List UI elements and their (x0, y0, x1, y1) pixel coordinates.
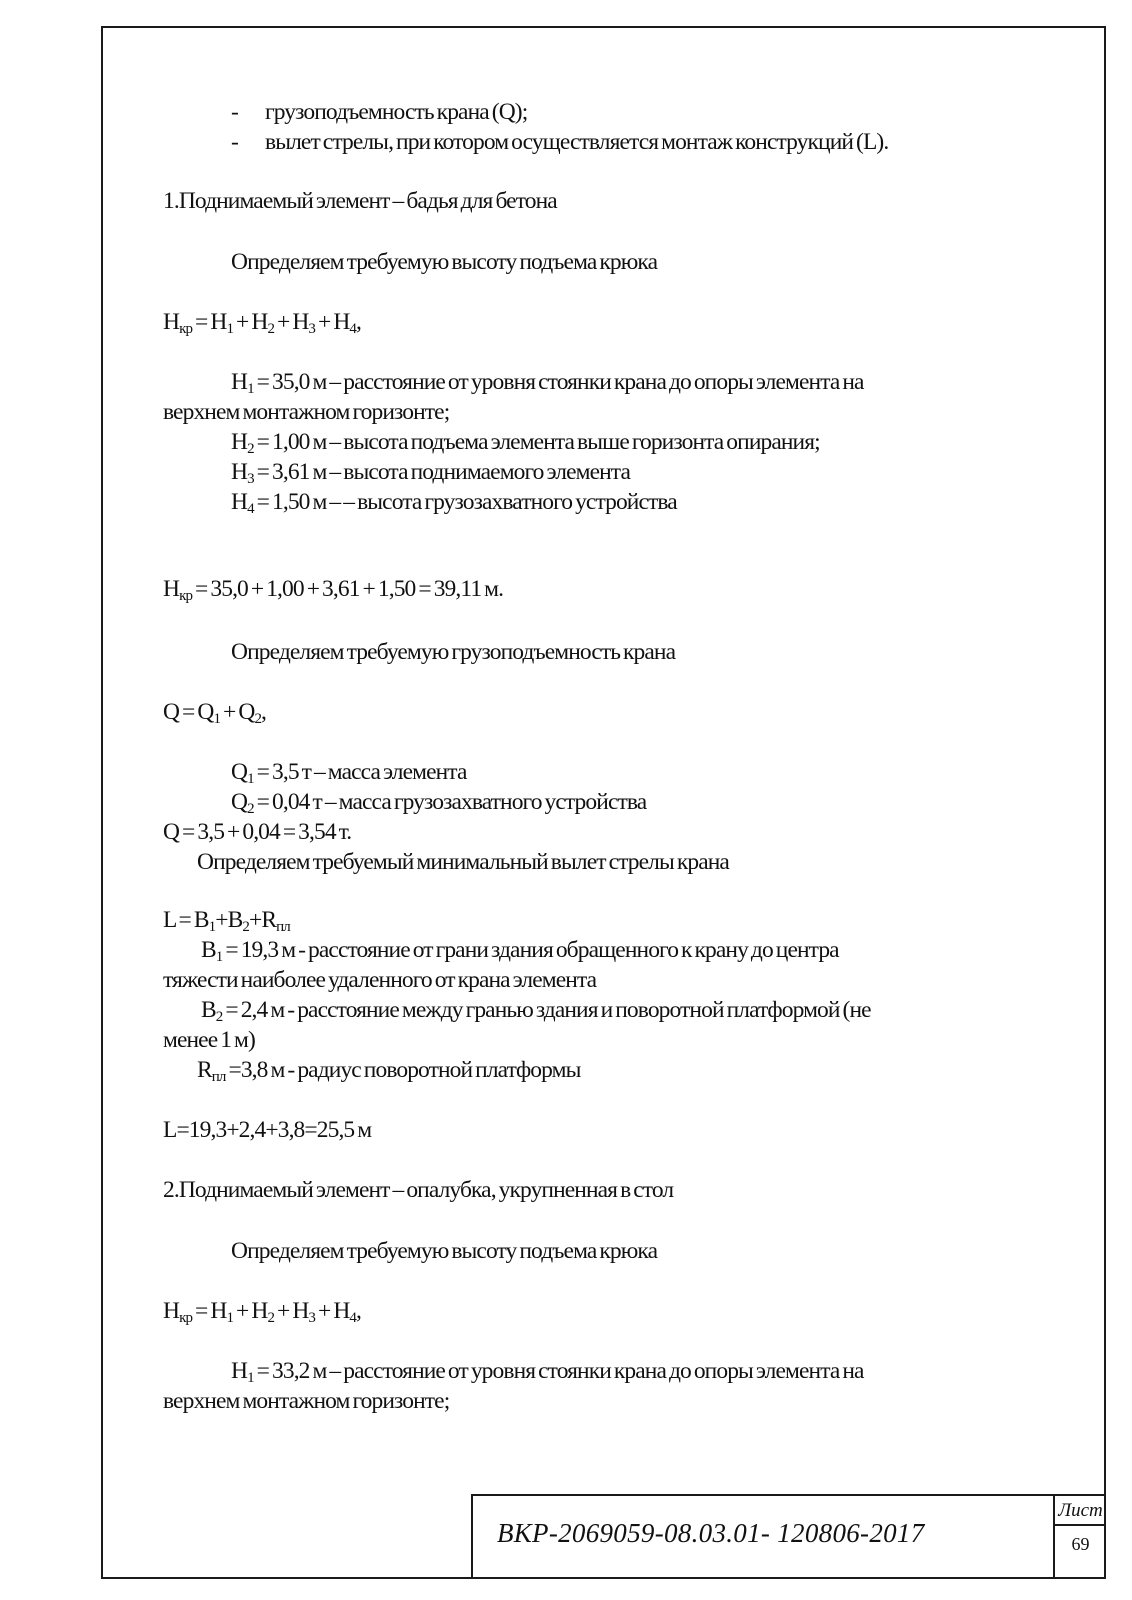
text-line (231, 97, 527, 127)
subscript: кр (179, 588, 193, 604)
subscript: 1 (226, 1310, 234, 1326)
text-run: L = B (163, 907, 209, 933)
bullet-dash: - (231, 129, 238, 155)
subscript: 2 (267, 1310, 275, 1326)
subscript: пл (211, 1069, 226, 1085)
text-line (231, 247, 657, 277)
text-run: = 35,0 м – расстояние от уровня стоянки крана до опоры элемента на (253, 369, 864, 395)
text-run: H (163, 1298, 180, 1324)
text-line (231, 1236, 657, 1266)
title-block (471, 1494, 1106, 1579)
text-line (163, 817, 351, 847)
subscript: 1 (226, 321, 234, 337)
text-run: H (231, 429, 248, 455)
text-line (163, 397, 449, 427)
text-line (231, 1356, 864, 1386)
text-run: тяжести наиболее удаленного от крана элемента (163, 967, 597, 993)
text-line (231, 637, 675, 667)
text-run: = 3,61 м – высота поднимаемого элемента (253, 459, 630, 485)
text-run: L=19,3+2,4+3,8=25,5 м (163, 1117, 372, 1143)
subscript: 2 (254, 711, 262, 727)
text-line (163, 574, 503, 604)
text-line (231, 487, 677, 517)
subscript: пл (276, 919, 290, 935)
subscript: 3 (247, 471, 254, 487)
text-line (231, 757, 467, 787)
text-run: , (356, 309, 361, 335)
text-line (231, 457, 630, 487)
text-run: +R (249, 907, 277, 933)
subscript: 2 (267, 321, 275, 337)
subscript: 4 (247, 501, 254, 517)
text-line (231, 127, 888, 157)
text-run: H (231, 1358, 248, 1384)
text-run: Определяем требуемую высоту подъема крюка (231, 1238, 658, 1264)
text-run: Определяем требуемую грузоподъемность крана (231, 639, 676, 665)
text-line (163, 1115, 371, 1145)
subscript: 1 (247, 381, 254, 397)
text-line (231, 787, 646, 817)
text-run: менее 1 м) (163, 1027, 255, 1053)
text-line (163, 307, 361, 337)
text-run: Q (231, 759, 248, 785)
subscript: 1 (213, 711, 221, 727)
text-line (163, 1296, 361, 1326)
text-run: верхнем монтажном горизонте; (163, 399, 450, 425)
text-run: 1.Поднимаемый элемент – бадья для бетона (163, 188, 557, 214)
bullet-dash: - (231, 99, 238, 125)
text-line (231, 427, 820, 457)
text-line (163, 1025, 255, 1055)
subscript: 2 (215, 1009, 223, 1025)
text-run: = 2,4 м - расстояние между гранью здания и поворотной платформой (не (222, 997, 871, 1023)
text-run: B (201, 937, 216, 963)
text-line (201, 935, 839, 965)
subscript: 2 (247, 801, 254, 817)
text-line (163, 697, 266, 727)
subscript: 4 (349, 321, 357, 337)
text-run: , (261, 699, 267, 725)
subscript: 1 (247, 771, 254, 787)
text-run: верхнем монтажном горизонте; (163, 1388, 450, 1414)
text-run: H (231, 369, 248, 395)
text-run: = 35,0 + 1,00 + 3,61 + 1,50 = 39,11 м. (192, 576, 504, 602)
text-run: + H (233, 309, 268, 335)
text-run: Определяем требуемую высоту подъема крюка (231, 249, 658, 275)
text-run: Определяем требуемый минимальный вылет стрелы крана (197, 849, 729, 875)
text-run: = 19,3 м - расстояние от грани здания обращенного к крану до центра (222, 937, 839, 963)
subscript: 3 (308, 1310, 316, 1326)
text-run: B (201, 997, 216, 1023)
text-run: H (231, 459, 248, 485)
subscript: 1 (215, 949, 223, 965)
text-run: = 33,2 м – расстояние от уровня стоянки крана до опоры элемента на (253, 1358, 864, 1384)
text-run: +B (215, 907, 243, 933)
text-run: H (163, 576, 180, 602)
subscript: кр (179, 1310, 193, 1326)
text-run: , (356, 1298, 361, 1324)
subscript: 2 (242, 919, 250, 935)
sheet-number: 69 (1071, 1534, 1090, 1554)
subscript: 1 (208, 919, 216, 935)
text-line (197, 847, 729, 877)
text-run: грузоподъемность крана (Q); (265, 99, 528, 125)
text-line (163, 186, 557, 216)
subscript: 4 (349, 1310, 357, 1326)
text-line (163, 1386, 449, 1416)
text-line (197, 1055, 580, 1085)
text-run: = 0,04 т – масса грузозахватного устройства (253, 789, 647, 815)
text-run: + H (315, 309, 350, 335)
text-run: + H (274, 309, 309, 335)
text-run: H (231, 489, 248, 515)
text-run: Q = 3,5 + 0,04 = 3,54 т. (163, 819, 352, 845)
sheet-box (1053, 1496, 1106, 1579)
text-run: =3,8 м - радиус поворотной платформы (225, 1057, 581, 1083)
text-run: Q = Q (163, 699, 214, 725)
text-run: + H (233, 1298, 268, 1324)
sheet-label: Лист (1055, 1498, 1106, 1526)
text-run: = H (192, 309, 227, 335)
text-line (231, 367, 864, 397)
text-run: = 1,00 м – высота подъема элемента выше горизонта опирания; (253, 429, 820, 455)
subscript: 2 (247, 441, 254, 457)
subscript: 1 (247, 1370, 254, 1386)
text-run: Q (231, 789, 248, 815)
text-line (163, 905, 290, 935)
text-run: + Q (220, 699, 255, 725)
text-line (163, 1175, 673, 1205)
text-run: + H (274, 1298, 309, 1324)
text-run: R (197, 1057, 212, 1083)
text-run: = 1,50 м – – высота грузозахватного устройства (253, 489, 677, 515)
text-run: + H (315, 1298, 350, 1324)
text-line (201, 995, 871, 1025)
subscript: 3 (308, 321, 316, 337)
subscript: кр (179, 321, 193, 337)
document-code: ВКР-2069059-08.03.01- 120806-2017 (497, 1518, 925, 1548)
text-line (163, 965, 596, 995)
text-run: H (163, 309, 180, 335)
text-run: вылет стрелы, при котором осуществляется монтаж конструкций (L). (265, 129, 889, 155)
text-run: 2.Поднимаемый элемент – опалубка, укрупненная в стол (163, 1177, 674, 1203)
text-run: = H (192, 1298, 227, 1324)
text-run: = 3,5 т – масса элемента (253, 759, 467, 785)
